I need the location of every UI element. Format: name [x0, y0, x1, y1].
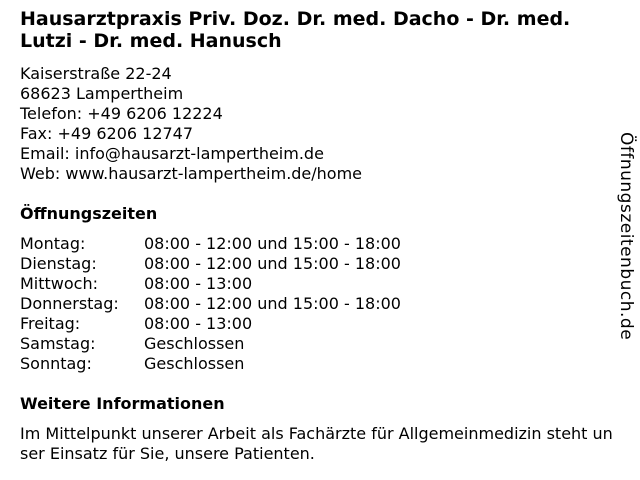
time-value: Geschlossen	[144, 334, 245, 353]
time-value: 08:00 - 13:00	[144, 274, 253, 293]
time-value: Geschlossen	[144, 354, 245, 373]
day-label: Sonntag:	[20, 354, 92, 373]
further-info-heading: Weitere Informationen	[20, 394, 225, 413]
site-watermark: Öffnungszeitenbuch.de	[616, 132, 636, 341]
website-address: Web: www.hausarzt-lampertheim.de/home	[20, 164, 363, 183]
day-label: Freitag:	[20, 314, 81, 333]
practice-card	[20, 8, 620, 464]
opening-hours-heading: Öffnungszeiten	[20, 204, 158, 223]
further-info-text: Im Mittelpunkt unserer Arbeit als Fachärzte für Allgemeinmedizin steht unser Einsatz für Sie, unsere Patienten.	[20, 424, 613, 463]
phone-number: Telefon: +49 6206 12224	[20, 104, 223, 123]
day-label: Donnerstag:	[20, 294, 119, 313]
hours-row-saturday	[20, 334, 620, 354]
hours-row-friday	[20, 314, 620, 334]
time-value: 08:00 - 12:00 und 15:00 - 18:00	[144, 234, 401, 253]
street-address: Kaiserstraße 22-24	[20, 64, 172, 83]
hours-row-wednesday	[20, 274, 620, 294]
day-label: Montag:	[20, 234, 86, 253]
email-address: Email: info@hausarzt-lampertheim.de	[20, 144, 324, 163]
contact-block	[20, 64, 620, 184]
hours-row-sunday	[20, 354, 620, 374]
time-value: 08:00 - 13:00	[144, 314, 253, 333]
practice-title: Hausarztpraxis Priv. Doz. Dr. med. Dacho - Dr. med. Lutzi - Dr. med. Hanusch	[20, 8, 571, 52]
day-label: Mittwoch:	[20, 274, 98, 293]
fax-number: Fax: +49 6206 12747	[20, 124, 194, 143]
city-address: 68623 Lampertheim	[20, 84, 184, 103]
time-value: 08:00 - 12:00 und 15:00 - 18:00	[144, 294, 401, 313]
hours-row-thursday	[20, 294, 620, 314]
hours-row-tuesday	[20, 254, 620, 274]
time-value: 08:00 - 12:00 und 15:00 - 18:00	[144, 254, 401, 273]
hours-row-monday	[20, 234, 620, 254]
opening-hours-table	[20, 234, 620, 374]
day-label: Dienstag:	[20, 254, 97, 273]
day-label: Samstag:	[20, 334, 96, 353]
